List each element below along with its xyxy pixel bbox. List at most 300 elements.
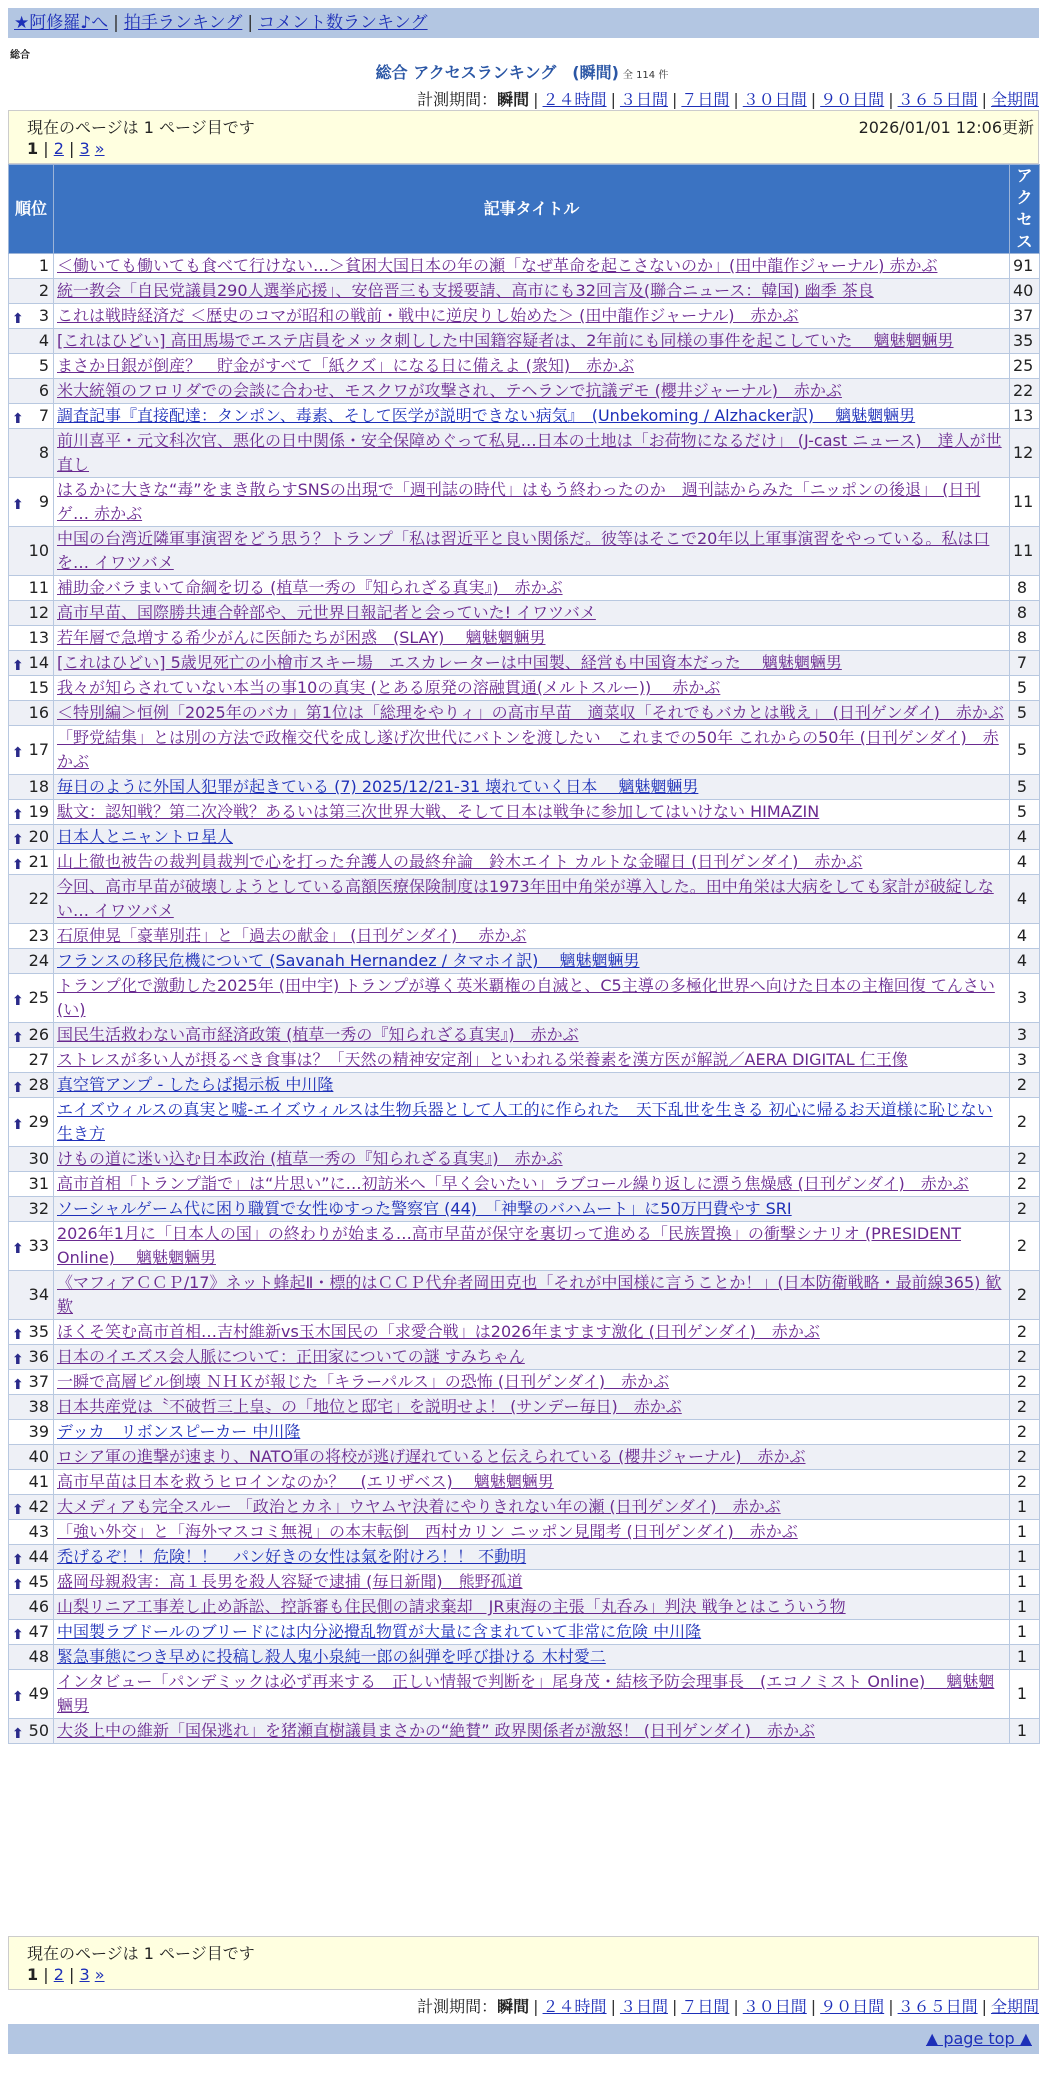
table-row	[9, 601, 1040, 626]
rank-cell	[9, 1495, 54, 1520]
period-option-link[interactable]: ２４時間	[542, 90, 607, 109]
table-row	[9, 875, 1040, 924]
title-cell	[54, 1395, 1010, 1420]
article-title-link[interactable]: エイズウィルスの真実と嘘-エイズウィルスは生物兵器として人工的に作られた 天下乱世を生きる 初心に帰るお天道様に恥じない生き方	[57, 1100, 993, 1143]
rank-cell	[9, 1370, 54, 1395]
period-selector	[417, 87, 1039, 110]
rank-number: 14	[28, 653, 49, 672]
article-title-link[interactable]: ストレスが多い人が摂るべき食事は？「天然の精神安定剤」といわれる栄養素を漢方医が解説／AERA DIGITAL 仁王像	[57, 1050, 908, 1069]
table-row	[9, 404, 1040, 429]
rank-number: 27	[28, 1050, 49, 1069]
access-count: 2	[1010, 1320, 1040, 1345]
table-row	[9, 701, 1040, 726]
period-option-link[interactable]: ３日間	[619, 90, 668, 109]
rank-number: 43	[28, 1522, 49, 1541]
rank-up-arrow-icon: ⬆	[12, 832, 24, 848]
table-row	[9, 1420, 1040, 1445]
title-cell	[54, 1172, 1010, 1197]
access-count: 5	[1010, 775, 1040, 800]
article-title-link[interactable]: 今回、高市早苗が破壊しようとしている高額医療保険制度は1973年田中角栄が導入した。田中角栄は大病をしても家計が破綻しない… イワツバメ	[57, 877, 994, 920]
table-row	[9, 354, 1040, 379]
table-row	[9, 1470, 1040, 1495]
access-count: 37	[1010, 304, 1040, 329]
table-row	[9, 1719, 1040, 1744]
table-row	[9, 1023, 1040, 1048]
title-cell	[54, 329, 1010, 354]
article-title-link[interactable]: 前川喜平・元文科次官、悪化の日中関係・安全保障めぐって私見…日本の土地は「お荷物になるだけ」 (J-cast ニュース) 達人が世直し	[57, 431, 1002, 474]
period-separator: |	[981, 90, 987, 109]
period-option-link[interactable]: 全期間	[990, 90, 1039, 109]
rank-up-arrow-icon: ⬆	[12, 1352, 24, 1368]
rank-cell	[9, 1320, 54, 1345]
title-cell	[54, 354, 1010, 379]
article-title-link[interactable]: 高市早苗は日本を救うヒロインなのか？ (エリザベス) 魑魅魍魎男	[57, 1472, 554, 1491]
access-count: 2	[1010, 1073, 1040, 1098]
page-title: 総合 アクセスランキング (瞬間)	[375, 63, 619, 82]
period-option-link[interactable]: ２４時間	[542, 1997, 607, 2016]
table-row	[9, 527, 1040, 576]
access-count: 25	[1010, 354, 1040, 379]
header-title: 記事タイトル	[54, 165, 1010, 254]
article-title-link[interactable]: ほくそ笑む高市首相…吉村維新vs玉木国民の「求愛合戦」は2026年ますます激化 (日刊ゲンダイ) 赤かぶ	[57, 1322, 820, 1341]
article-title-link[interactable]: フランスの移民危機について (Savanah Hernandez / タマホイ訳) 魑魅魍魎男	[57, 951, 640, 970]
access-count: 2	[1010, 1222, 1040, 1271]
rank-cell	[9, 1345, 54, 1370]
rank-cell	[9, 1445, 54, 1470]
rank-number: 40	[28, 1447, 49, 1466]
table-row	[9, 429, 1040, 478]
total-count: 全 114 件	[622, 70, 669, 81]
rank-cell	[9, 1420, 54, 1445]
updated-timestamp: 2026/01/01 12:06更新	[858, 118, 1034, 137]
rank-number: 21	[28, 852, 49, 871]
rank-cell	[9, 875, 54, 924]
period-option-link[interactable]: ３０日間	[742, 1997, 807, 2016]
article-title-link[interactable]: 大メディアも完全スルー 「政治とカネ」ウヤムヤ決着にやりきれない年の瀬 (日刊ゲンダイ) 赤かぶ	[57, 1497, 781, 1516]
page-top-link[interactable]: ▲ page top ▲	[925, 2029, 1032, 2048]
table-row	[9, 1545, 1040, 1570]
home-link[interactable]: ★阿修羅♪へ	[14, 13, 109, 33]
title-cell	[54, 949, 1010, 974]
title-cell	[54, 701, 1010, 726]
title-cell	[54, 279, 1010, 304]
rank-number: 4	[38, 331, 49, 350]
title-cell	[54, 651, 1010, 676]
article-title-link[interactable]: [これはひどい] 5歳児死亡の小檜市スキー場 エスカレーターは中国製、経営も中国資本だった 魑魅魍魎男	[57, 653, 842, 672]
rank-cell	[9, 1197, 54, 1222]
access-count: 4	[1010, 949, 1040, 974]
table-row	[9, 1172, 1040, 1197]
table-row	[9, 1445, 1040, 1470]
rank-cell	[9, 825, 54, 850]
rank-cell	[9, 1520, 54, 1545]
table-row	[9, 1670, 1040, 1719]
access-count: 8	[1010, 626, 1040, 651]
nav-separator: |	[113, 13, 119, 33]
article-title-link[interactable]: 高市早苗、国際勝共連合幹部や、元世界日報記者と会っていた! イワツバメ	[57, 603, 596, 622]
period-separator: |	[533, 1997, 539, 2016]
access-count: 4	[1010, 875, 1040, 924]
rank-number: 31	[28, 1174, 49, 1193]
title-cell	[54, 1271, 1010, 1320]
article-title-link[interactable]: 統一教会「自民党議員290人選挙応援」、安倍晋三も支援要請、高市にも32回言及(聯合ニュース：韓国) 幽季 茶良	[57, 281, 874, 300]
rank-number: 39	[28, 1422, 49, 1441]
access-count: 2	[1010, 1098, 1040, 1147]
rank-number: 36	[28, 1347, 49, 1366]
rank-cell	[9, 1147, 54, 1172]
period-option-link[interactable]: ３日間	[619, 1997, 668, 2016]
title-cell	[54, 676, 1010, 701]
article-title-link[interactable]: 盛岡母親殺害：高１長男を殺人容疑で逮捕 (毎日新聞) 熊野孤道	[57, 1572, 523, 1591]
access-count: 2	[1010, 1420, 1040, 1445]
period-option-link[interactable]: ７日間	[681, 90, 730, 109]
table-row	[9, 1570, 1040, 1595]
rank-cell	[9, 1470, 54, 1495]
rank-number: 24	[28, 951, 49, 970]
article-title-link[interactable]: 調査記事『直接配達：タンポン、毒素、そして医学が説明できない病気』 (Unbekoming / Alzhacker訳) 魑魅魍魎男	[57, 406, 916, 425]
title-cell	[54, 1370, 1010, 1395]
rank-cell	[9, 775, 54, 800]
rank-cell	[9, 1645, 54, 1670]
pagination-box-top	[8, 110, 1039, 164]
table-row	[9, 279, 1040, 304]
access-count: 91	[1010, 254, 1040, 279]
article-title-link[interactable]: 補助金バラまいて命綱を切る (植草一秀の『知られざる真実』) 赤かぶ	[57, 578, 563, 597]
rank-cell	[9, 601, 54, 626]
title-cell	[54, 1670, 1010, 1719]
table-row	[9, 949, 1040, 974]
title-cell	[54, 576, 1010, 601]
rank-cell	[9, 726, 54, 775]
article-title-link[interactable]: ロシア軍の進撃が速まり、NATO軍の将校が逃げ遅れていると伝えられている (櫻井ジャーナル) 赤かぶ	[57, 1447, 806, 1466]
period-current: 瞬間	[497, 1997, 530, 2016]
table-row	[9, 775, 1040, 800]
rank-up-arrow-icon: ⬆	[12, 411, 24, 427]
rank-cell	[9, 1172, 54, 1197]
rank-number: 47	[28, 1622, 49, 1641]
rank-number: 33	[28, 1236, 49, 1255]
rank-up-arrow-icon: ⬆	[12, 1117, 24, 1133]
access-count: 3	[1010, 1023, 1040, 1048]
rank-number: 11	[28, 578, 49, 597]
current-page-number: 1	[27, 139, 39, 158]
article-title-link[interactable]: 日本人とニャントロ星人	[57, 827, 234, 846]
period-label: 計測期間：	[417, 90, 498, 109]
table-row	[9, 1370, 1040, 1395]
rank-number: 8	[38, 443, 49, 462]
rank-number: 26	[28, 1025, 49, 1044]
period-label: 計測期間：	[417, 1997, 498, 2016]
rank-up-arrow-icon: ⬆	[12, 1241, 24, 1257]
title-cell	[54, 1570, 1010, 1595]
ranking-body	[9, 254, 1040, 1744]
access-count: 5	[1010, 726, 1040, 775]
rank-cell	[9, 850, 54, 875]
period-option-link[interactable]: 全期間	[990, 1997, 1039, 2016]
rank-number: 9	[38, 492, 49, 511]
table-row	[9, 478, 1040, 527]
article-title-link[interactable]: 2026年1月に「日本人の国」の終わりが始まる…高市早苗が保守を裏切って進める「民族置換」の衝撃シナリオ (PRESIDENT Online) 魑魅魍魎男	[57, 1224, 961, 1267]
article-title-link[interactable]: 石原伸晃「豪華別荘」と「過去の献金」 (日刊ゲンダイ) 赤かぶ	[57, 926, 527, 945]
title-cell	[54, 1023, 1010, 1048]
article-title-link[interactable]: トランプ化で激動した2025年 (田中宇) トランプが導く英米覇権の自滅と、C5主導の多極化世界へ向けた日本の主権回復 てんさい (い)	[57, 976, 995, 1019]
period-separator: |	[810, 1997, 817, 2016]
rank-cell	[9, 1670, 54, 1719]
article-title-link[interactable]: 日本共産党は〝不破哲三上皇〟の「地位と邸宅」を説明せよ！ (サンデー毎日) 赤かぶ	[57, 1397, 682, 1416]
current-page-text: 現在のページは 1 ページ目です	[27, 1944, 255, 1963]
access-count: 3	[1010, 1048, 1040, 1073]
rank-number: 30	[28, 1149, 49, 1168]
table-row	[9, 1395, 1040, 1420]
rank-cell	[9, 429, 54, 478]
title-cell	[54, 1147, 1010, 1172]
title-cell	[54, 1520, 1010, 1545]
access-count: 13	[1010, 404, 1040, 429]
article-title-link[interactable]: 山梨リニア工事差し止め訴訟、控訴審も住民側の請求棄却 JR東海の主張「丸呑み」判決 戦争とはこういう物	[57, 1597, 846, 1616]
rank-cell	[9, 576, 54, 601]
rank-cell	[9, 1545, 54, 1570]
rank-up-arrow-icon: ⬆	[12, 1552, 24, 1568]
bottom-bar	[8, 2024, 1039, 2054]
article-title-link[interactable]: 緊急事態につき早めに投稿し殺人鬼小泉純一郎の糾弾を呼び掛ける 木村愛二	[57, 1647, 606, 1666]
period-separator: |	[888, 90, 894, 109]
header-rank: 順位	[9, 165, 54, 254]
article-title-link[interactable]: はるかに大きな“毒”をまき散らすSNSの出現で「週刊誌の時代」はもう終わったのか 週刊誌からみた「ニッポンの後退」 (日刊ゲ… 赤かぶ	[57, 480, 981, 523]
page-link[interactable]: 3	[79, 1965, 90, 1984]
article-title-link[interactable]: 中国の台湾近隣軍事演習をどう思う？トランプ「私は習近平と良い関係だ。彼等はそこで20年以上軍事演習をやっている。私は口を… イワツバメ	[57, 529, 990, 572]
access-count: 2	[1010, 1271, 1040, 1320]
table-row	[9, 1620, 1040, 1645]
rank-cell	[9, 379, 54, 404]
article-title-link[interactable]: 日本のイエズス会人脈について：正田家についての謎 すみちゃん	[57, 1347, 525, 1366]
rank-number: 38	[28, 1397, 49, 1416]
table-row	[9, 1320, 1040, 1345]
table-row	[9, 974, 1040, 1023]
rank-cell	[9, 404, 54, 429]
title-cell	[54, 1620, 1010, 1645]
table-row	[9, 1222, 1040, 1271]
rank-number: 10	[28, 541, 49, 560]
access-count: 40	[1010, 279, 1040, 304]
article-title-link[interactable]: まさか日銀が倒産？ 貯金がすべて「紙クズ」になる日に備えよ (衆知) 赤かぶ	[57, 356, 635, 375]
rank-number: 19	[28, 802, 49, 821]
access-count: 2	[1010, 1345, 1040, 1370]
title-cell	[54, 1645, 1010, 1670]
title-cell	[54, 1545, 1010, 1570]
article-title-link[interactable]: ソーシャルゲーム代に困り職質で女性ゆすった警察官 (44) 「神撃のバハムート」に50万円費やす SRI	[57, 1199, 792, 1218]
rank-cell	[9, 1395, 54, 1420]
article-title-link[interactable]: 毎日のように外国人犯罪が起きている (7) 2025/12/21-31 壊れていく日本 魑魅魍魎男	[57, 777, 699, 796]
access-count: 2	[1010, 1197, 1040, 1222]
title-cell	[54, 1719, 1010, 1744]
access-count: 1	[1010, 1495, 1040, 1520]
period-option-link[interactable]: ９０日間	[820, 90, 885, 109]
rank-cell	[9, 924, 54, 949]
rank-number: 23	[28, 926, 49, 945]
table-row	[9, 850, 1040, 875]
applause-ranking-link[interactable]: 拍手ランキング	[123, 13, 243, 33]
table-row	[9, 1147, 1040, 1172]
page-link[interactable]: 3	[79, 139, 90, 158]
article-title-link[interactable]: インタビュー「パンデミックは必ず再来する 正しい情報で判断を」尾身茂・結核予防会理事長 (エコノミスト Online) 魑魅魍魎男	[57, 1672, 995, 1715]
rank-up-arrow-icon: ⬆	[12, 658, 24, 674]
rank-number: 17	[28, 740, 49, 759]
title-cell	[54, 478, 1010, 527]
title-cell	[54, 429, 1010, 478]
title-cell	[54, 1495, 1010, 1520]
access-count: 11	[1010, 527, 1040, 576]
rank-number: 2	[38, 281, 49, 300]
top-nav-bar	[8, 8, 1039, 38]
rank-cell	[9, 1222, 54, 1271]
access-count: 5	[1010, 701, 1040, 726]
access-count: 4	[1010, 850, 1040, 875]
access-count: 2	[1010, 1395, 1040, 1420]
rank-number: 45	[28, 1572, 49, 1591]
page-link[interactable]: 2	[53, 1965, 64, 1984]
title-cell	[54, 1345, 1010, 1370]
title-cell	[54, 1445, 1010, 1470]
rank-number: 50	[28, 1721, 49, 1740]
article-title-link[interactable]: デッカ リボンスピーカー 中川隆	[57, 1422, 301, 1441]
table-row	[9, 379, 1040, 404]
rank-cell	[9, 279, 54, 304]
period-option-link[interactable]: ９０日間	[820, 1997, 885, 2016]
rank-number: 25	[28, 988, 49, 1007]
access-count: 4	[1010, 825, 1040, 850]
article-title-link[interactable]: 「強い外交」と「海外マスコミ無視」の本末転倒 西村カリン ニッポン見聞考 (日刊ゲンダイ) 赤かぶ	[57, 1522, 798, 1541]
article-title-link[interactable]: 高市首相「トランプ詣で」は“片思い”に…初訪米へ「早く会いたい」ラブコール繰り返しに漂う焦燥感 (日刊ゲンダイ) 赤かぶ	[57, 1174, 969, 1193]
title-cell	[54, 800, 1010, 825]
title-cell	[54, 850, 1010, 875]
access-count: 1	[1010, 1545, 1040, 1570]
access-count: 8	[1010, 601, 1040, 626]
next-page-link[interactable]: »	[94, 1965, 105, 1984]
article-title-link[interactable]: 山上徹也被告の裁判員裁判で心を打った弁護人の最終弁論 鈴木エイト カルトな金曜日 (日刊ゲンダイ) 赤かぶ	[57, 852, 863, 871]
rank-cell	[9, 1595, 54, 1620]
rank-cell	[9, 949, 54, 974]
access-count: 3	[1010, 974, 1040, 1023]
rank-number: 44	[28, 1547, 49, 1566]
article-title-link[interactable]: 禿げるぞ！！危険！！ パン好きの女性は氣を附けろ！！ 不動明	[57, 1547, 527, 1566]
title-cell	[54, 875, 1010, 924]
article-title-link[interactable]: 国民生活救わない高市経済政策 (植草一秀の『知られざる真実』) 赤かぶ	[57, 1025, 579, 1044]
period-separator: |	[733, 90, 739, 109]
article-title-link[interactable]: 「野党結集」とは別の方法で政権交代を成し遂げ次世代にバトンを渡したい これまでの50年 これからの50年 (日刊ゲンダイ) 赤かぶ	[57, 728, 999, 771]
article-title-link[interactable]: [これはひどい] 高田馬場でエステ店員をメッタ刺しした中国籍容疑者は、2年前にも同様の事件を起こしていた 魑魅魍魎男	[57, 331, 954, 350]
rank-cell	[9, 1719, 54, 1744]
page-link[interactable]: 2	[53, 139, 64, 158]
rank-cell	[9, 626, 54, 651]
article-title-link[interactable]: 若年層で急増する希少がんに医師たちが困惑 (SLAY) 魑魅魍魎男	[57, 628, 546, 647]
title-cell	[54, 1197, 1010, 1222]
title-cell	[54, 1098, 1010, 1147]
rank-cell	[9, 676, 54, 701]
rank-up-arrow-icon: ⬆	[12, 1327, 24, 1343]
access-count: 2	[1010, 1370, 1040, 1395]
article-title-link[interactable]: 一瞬で高層ビル倒壊 ＮＨＫが報じた「キラーパルス」の恐怖 (日刊ゲンダイ) 赤かぶ	[57, 1372, 670, 1391]
table-row	[9, 800, 1040, 825]
period-separator: |	[610, 1997, 616, 2016]
table-row	[9, 1345, 1040, 1370]
access-count: 11	[1010, 478, 1040, 527]
comment-ranking-link[interactable]: コメント数ランキング	[258, 13, 428, 33]
article-title-link[interactable]: 我々が知らされていない本当の事10の真実 (とある原発の溶融貫通(メルトスルー)) 赤かぶ	[57, 678, 721, 697]
rank-number: 32	[28, 1199, 49, 1218]
title-cell	[54, 775, 1010, 800]
period-option-link[interactable]: ３６５日間	[897, 90, 978, 109]
article-title-link[interactable]: 《マフィアＣＣＰ/17》ネット蜂起Ⅱ・標的はＣＣＰ代弁者岡田克也「それが中国様に言うことか！」(日本防衛戦略・最前線365) 歓歎	[57, 1273, 1002, 1316]
access-count: 4	[1010, 924, 1040, 949]
rank-number: 3	[38, 306, 49, 325]
rank-cell	[9, 1620, 54, 1645]
article-title-link[interactable]: けもの道に迷い込む日本政治 (植草一秀の『知られざる真実』) 赤かぶ	[57, 1149, 563, 1168]
rank-number: 5	[38, 356, 49, 375]
access-count: 2	[1010, 1147, 1040, 1172]
rank-number: 20	[28, 827, 49, 846]
access-count: 2	[1010, 1445, 1040, 1470]
access-count: 22	[1010, 379, 1040, 404]
rank-number: 22	[28, 889, 49, 908]
title-cell	[54, 825, 1010, 850]
rank-cell	[9, 254, 54, 279]
ranking-title-row	[0, 60, 1044, 83]
rank-number: 15	[28, 678, 49, 697]
title-cell	[54, 601, 1010, 626]
article-title-link[interactable]: ＜働いても働いても食べて行けない…＞貧困大国日本の年の瀬「なぜ革命を起こさないのか」(田中龍作ジャーナル) 赤かぶ	[57, 256, 938, 275]
title-cell	[54, 1048, 1010, 1073]
rank-cell	[9, 800, 54, 825]
access-count: 1	[1010, 1570, 1040, 1595]
period-separator: |	[733, 1997, 739, 2016]
rank-up-arrow-icon: ⬆	[12, 1627, 24, 1643]
title-cell	[54, 1420, 1010, 1445]
article-title-link[interactable]: 真空管アンプ - したらば掲示板 中川隆	[57, 1075, 334, 1094]
table-row	[9, 651, 1040, 676]
rank-up-arrow-icon: ⬆	[12, 857, 24, 873]
article-title-link[interactable]: 駄文：認知戦？第二次冷戦？あるいは第三次世界大戦、そして日本は戦争に参加してはいけない HIMAZIN	[57, 802, 820, 821]
period-option-link[interactable]: ３０日間	[742, 90, 807, 109]
rank-cell	[9, 329, 54, 354]
article-title-link[interactable]: 中国製ラブドールのブリードには内分泌攪乱物質が大量に含まれていて非常に危険 中川隆	[57, 1622, 702, 1641]
period-separator: |	[533, 90, 539, 109]
article-title-link[interactable]: これは戦時経済だ ＜歴史のコマが昭和の戦前・戦中に逆戻りし始めた＞ (田中龍作ジャーナル) 赤かぶ	[57, 306, 799, 325]
rank-up-arrow-icon: ⬆	[12, 1030, 24, 1046]
next-page-link[interactable]: »	[94, 139, 105, 158]
rank-up-arrow-icon: ⬆	[12, 1502, 24, 1518]
table-row	[9, 1520, 1040, 1545]
table-row	[9, 726, 1040, 775]
article-title-link[interactable]: 大炎上中の維新「国保逃れ」を猪瀬直樹議員まさかの“絶賛” 政界関係者が激怒！ (日刊ゲンダイ) 赤かぶ	[57, 1721, 815, 1740]
rank-number: 12	[28, 603, 49, 622]
title-cell	[54, 1320, 1010, 1345]
rank-cell	[9, 651, 54, 676]
period-option-link[interactable]: ７日間	[681, 1997, 730, 2016]
period-option-link[interactable]: ３６５日間	[897, 1997, 978, 2016]
access-count: 1	[1010, 1520, 1040, 1545]
article-title-link[interactable]: ＜特別編＞恒例「2025年のバカ」第1位は「総理をやりィ」の高市早苗 適菜収「それでもバカとは戦え」 (日刊ゲンダイ) 赤かぶ	[57, 703, 1004, 722]
rank-cell	[9, 1048, 54, 1073]
article-title-link[interactable]: 米大統領のフロリダでの会談に合わせ、モスクワが攻撃され、テヘランで抗議デモ (櫻井ジャーナル) 赤かぶ	[57, 381, 842, 400]
access-count: 5	[1010, 800, 1040, 825]
table-row	[9, 1271, 1040, 1320]
rank-cell	[9, 1073, 54, 1098]
pagination-box-bottom	[8, 1936, 1039, 1990]
title-cell	[54, 626, 1010, 651]
period-separator: |	[610, 90, 616, 109]
rank-number: 49	[28, 1684, 49, 1703]
access-count: 5	[1010, 676, 1040, 701]
